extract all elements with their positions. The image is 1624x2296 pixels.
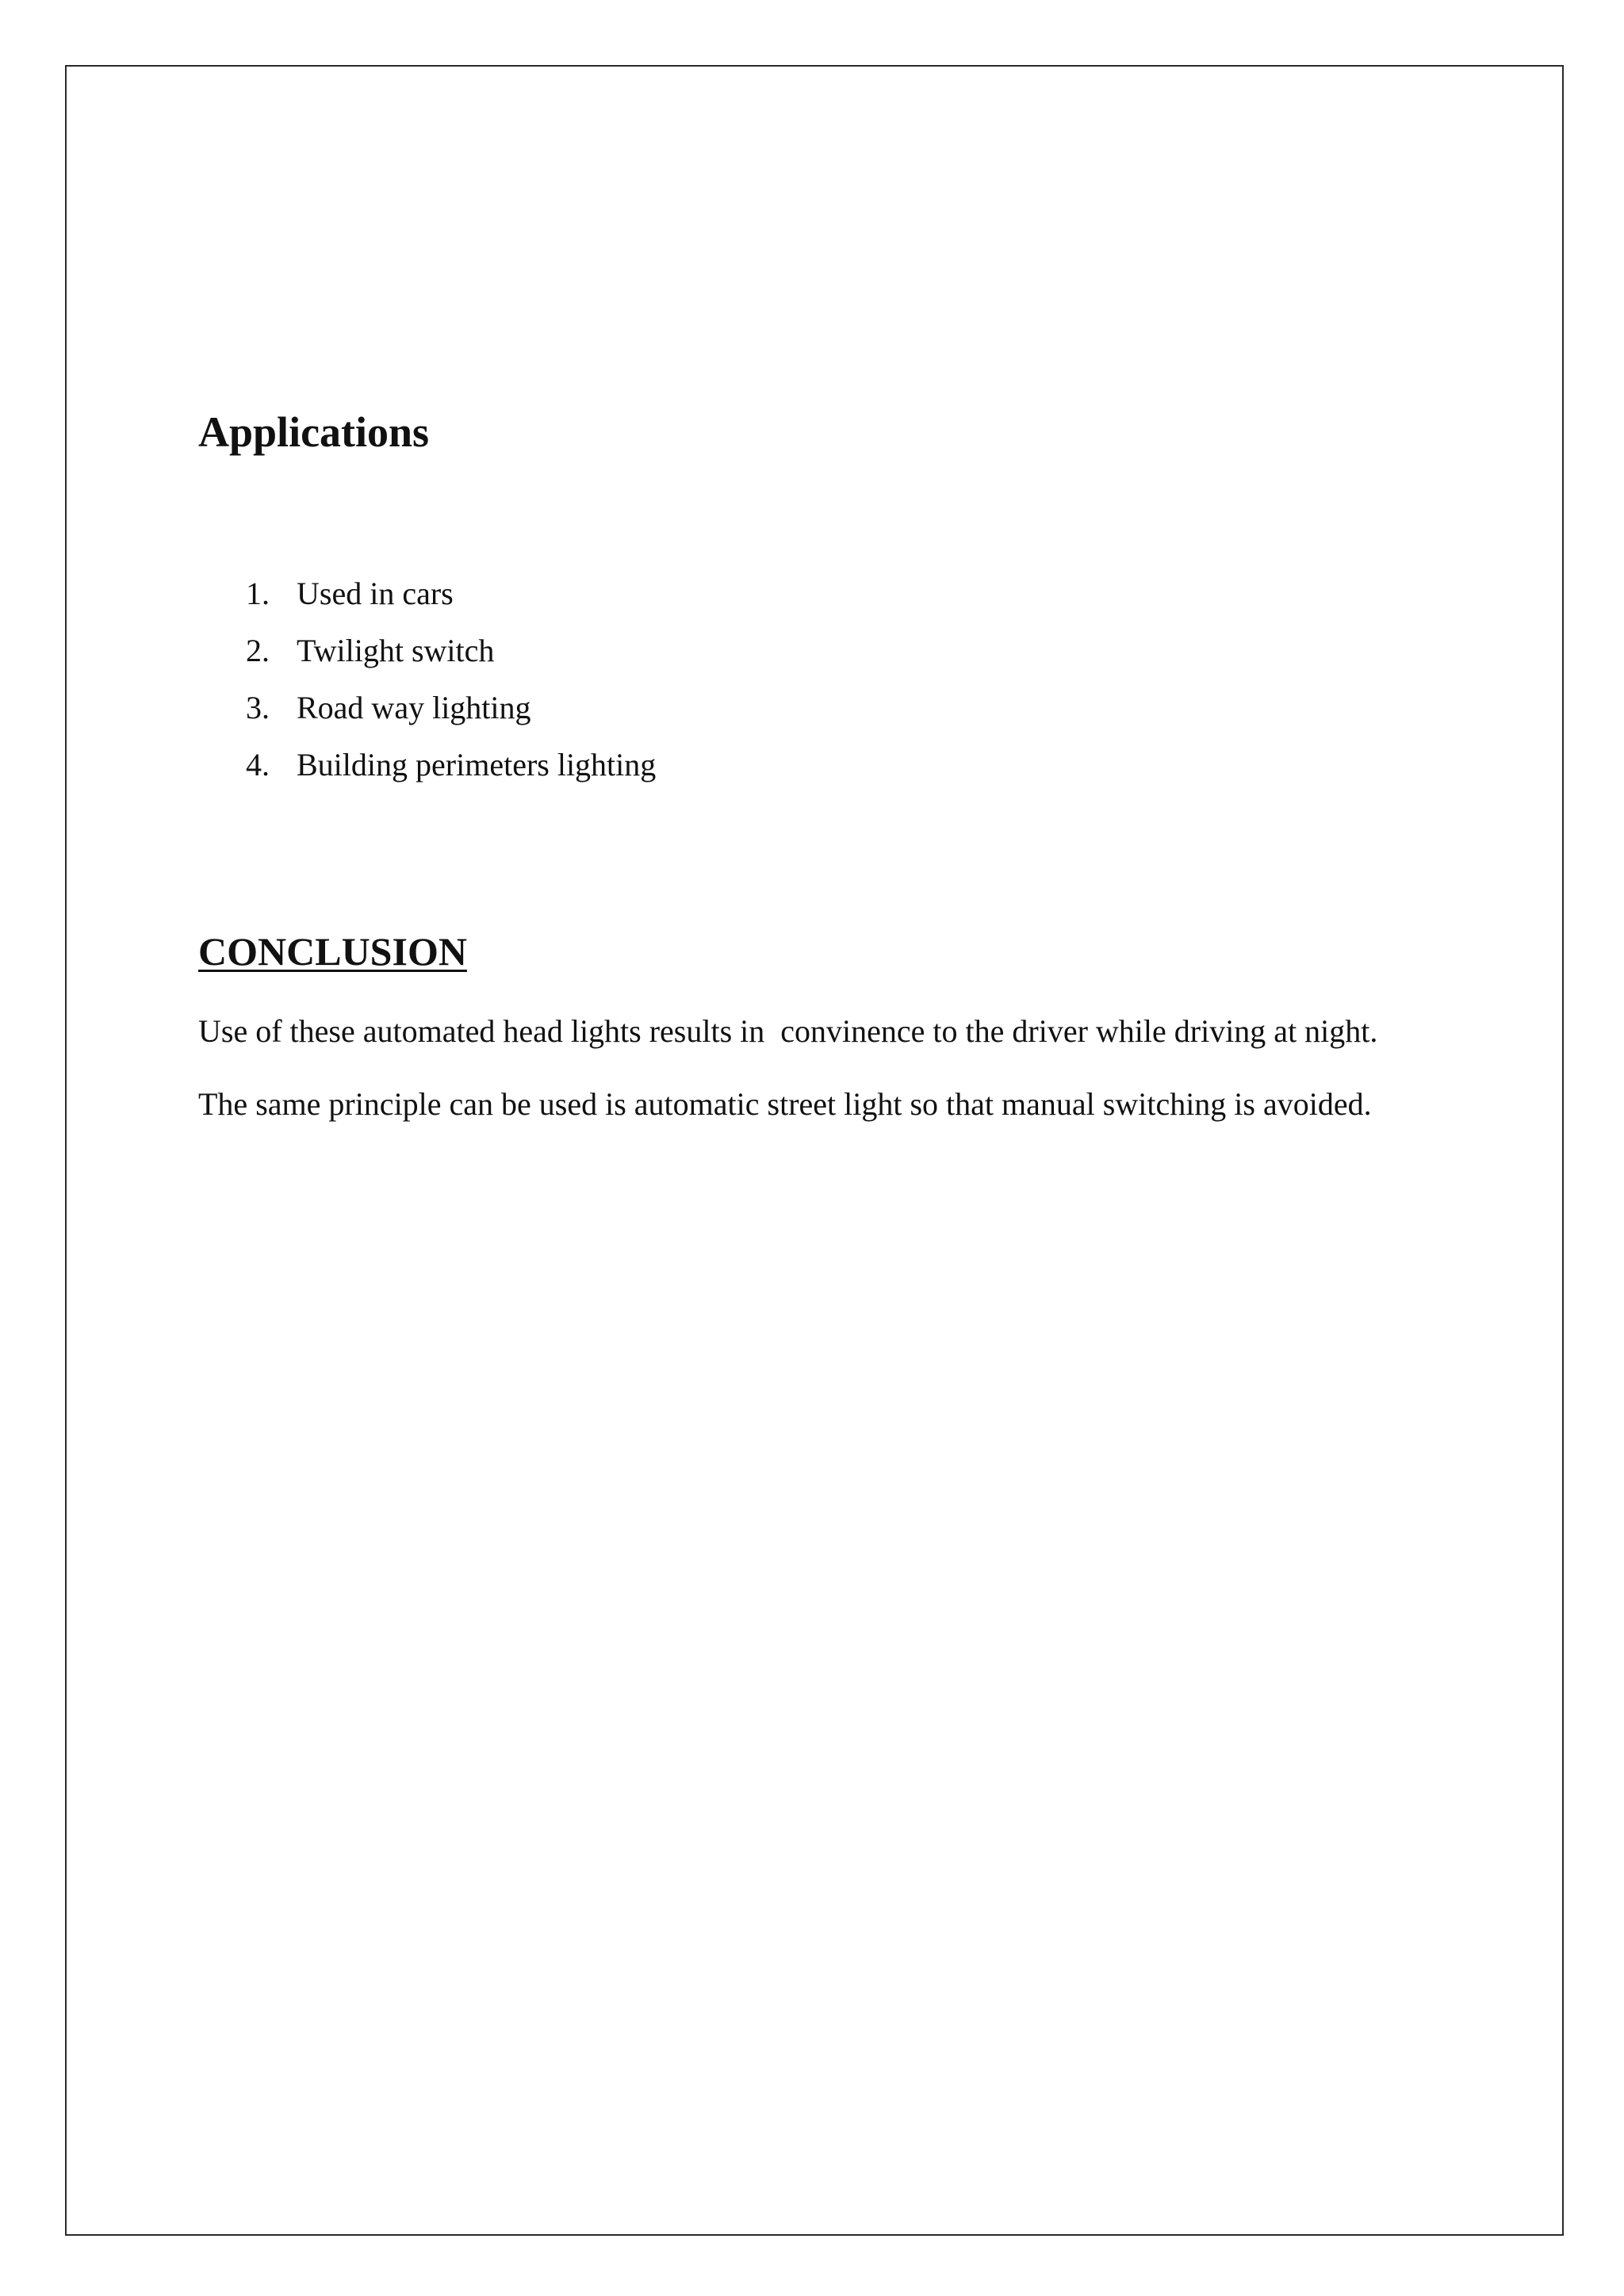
list-item	[246, 689, 656, 746]
list-item	[246, 575, 656, 632]
list-item-number: 2.	[246, 633, 270, 668]
list-item-number: 3.	[246, 690, 270, 725]
conclusion-paragraph-2: The same principle can be used is automatic street light so that manual switching is avoided.	[198, 1086, 1372, 1122]
applications-heading: Applications	[198, 408, 430, 456]
list-item-text: Used in cars	[297, 576, 454, 611]
list-item-text: Twilight switch	[297, 633, 495, 668]
list-item-text: Building perimeters lighting	[297, 747, 657, 783]
conclusion-heading: CONCLUSION	[198, 929, 467, 974]
list-item	[246, 632, 656, 689]
conclusion-paragraph-1: Use of these automated head lights results in convinence to the driver while driving at night.	[198, 1013, 1378, 1049]
list-item	[246, 746, 656, 803]
list-item-number: 4.	[246, 747, 270, 783]
applications-list	[246, 575, 656, 803]
page-border	[65, 65, 1564, 2236]
list-item-text: Road way lighting	[297, 690, 531, 725]
list-item-number: 1.	[246, 576, 270, 611]
